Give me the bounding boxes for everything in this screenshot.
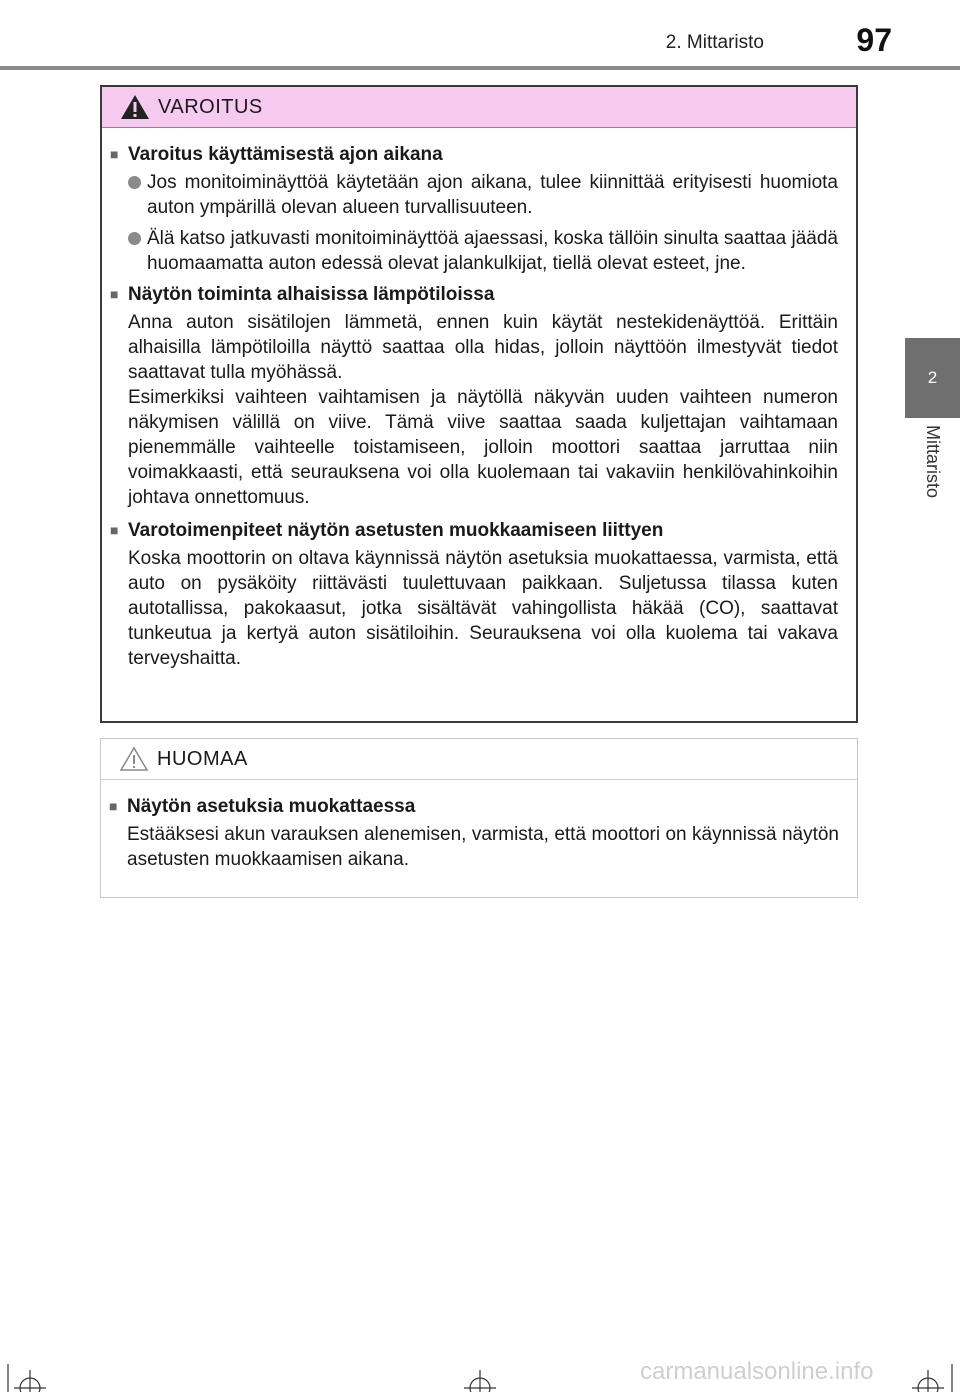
notice-content <box>101 780 857 872</box>
warning-heading: VAROITUS <box>158 95 263 118</box>
section-title <box>110 282 838 307</box>
chapter-tab-number: 2 <box>927 368 938 387</box>
list-item-text: Jos monitoiminäyttöä käytetään ajon aikana, tulee kiinnittää erityisesti huomiota auton ympärillä olevan alueen turvallisuuteen. <box>147 172 838 218</box>
list-item-text: Älä katso jatkuvasti monitoiminäyttöä ajaessasi, koska tällöin sinulta saattaa jäädä huomaamatta auton edessä olevat jalankulkijat, tiellä olevat esteet, jne. <box>147 228 838 274</box>
page-number: 97 <box>856 22 892 58</box>
paragraph: Koska moottorin on oltava käynnissä näytön asetuksia muokattaessa, varmista, että auto on pysäköity riittävästi tuulettuvaan paikkaan. Suljetussa tilassa kuten autotallissa, pakokaasut, jotka sisältävät vahingollista häkää (CO), saattavat tunkeutua ja kertyä auton sisätiloihin. Seurauksena voi olla kuolema tai vakava terveyshaitta. <box>128 548 838 669</box>
chapter-tab-label: Mittaristo <box>923 425 943 499</box>
paragraph: Esimerkiksi vaihteen vaihtamisen ja näytöllä näkyvän uuden vaihteen numeron näkymisen välillä on viive. Tämä viive saattaa saada kuljettajan vaihtamaan pienemmälle vaihteelle toistamiseen, jolloin moottori saattaa jarruttaa niin voimakkaasti, että seurauksena voi olla kuolemaan tai vakaviin henkilövahinkoihin johtava onnettomuus. <box>128 387 838 508</box>
header-title: 2. Mittaristo <box>665 32 764 53</box>
notice-heading: HUOMAA <box>157 747 248 770</box>
warning-triangle-icon <box>120 94 150 120</box>
section-title <box>110 142 838 167</box>
round-bullet-icon <box>128 176 141 189</box>
section-title <box>110 518 838 543</box>
section-title <box>109 794 839 819</box>
paragraph: Estääksesi akun varauksen alenemisen, varmista, että moottori on käynnissä näytön asetusten muokkaamisen aikana. <box>127 824 839 870</box>
notice-box <box>100 738 858 898</box>
paragraph: Anna auton sisätilojen lämmetä, ennen kuin käytät nestekidenäyttöä. Erittäin alhaisilla lämpötiloilla näyttö saattaa olla hidas, jolloin näyttöön ilmestyvät tiedot saattavat tulla myöhässä. <box>128 312 838 383</box>
section-title-text: Varoitus käyttämisestä ajon aikana <box>128 144 443 165</box>
caution-triangle-icon <box>119 746 149 772</box>
section-title-text: Näytön toiminta alhaisissa lämpötiloissa <box>128 284 495 305</box>
section-title-text: Varotoimenpiteet näytön asetusten muokkaamiseen liittyen <box>128 520 664 541</box>
warning-box <box>100 85 858 723</box>
warning-content <box>102 128 856 671</box>
section-title-text: Näytön asetuksia muokattaessa <box>127 796 416 817</box>
list-item <box>110 170 838 220</box>
notice-header <box>101 739 857 780</box>
chapter-tab <box>905 338 960 418</box>
header-rule <box>0 66 960 70</box>
round-bullet-icon <box>128 232 141 245</box>
square-bullet-icon: ■ <box>109 798 118 814</box>
watermark: carmanualsonline.info <box>640 1358 874 1385</box>
warning-header <box>102 87 856 128</box>
square-bullet-icon: ■ <box>110 286 119 302</box>
list-item <box>110 226 838 276</box>
square-bullet-icon: ■ <box>110 146 119 162</box>
square-bullet-icon: ■ <box>110 522 119 538</box>
